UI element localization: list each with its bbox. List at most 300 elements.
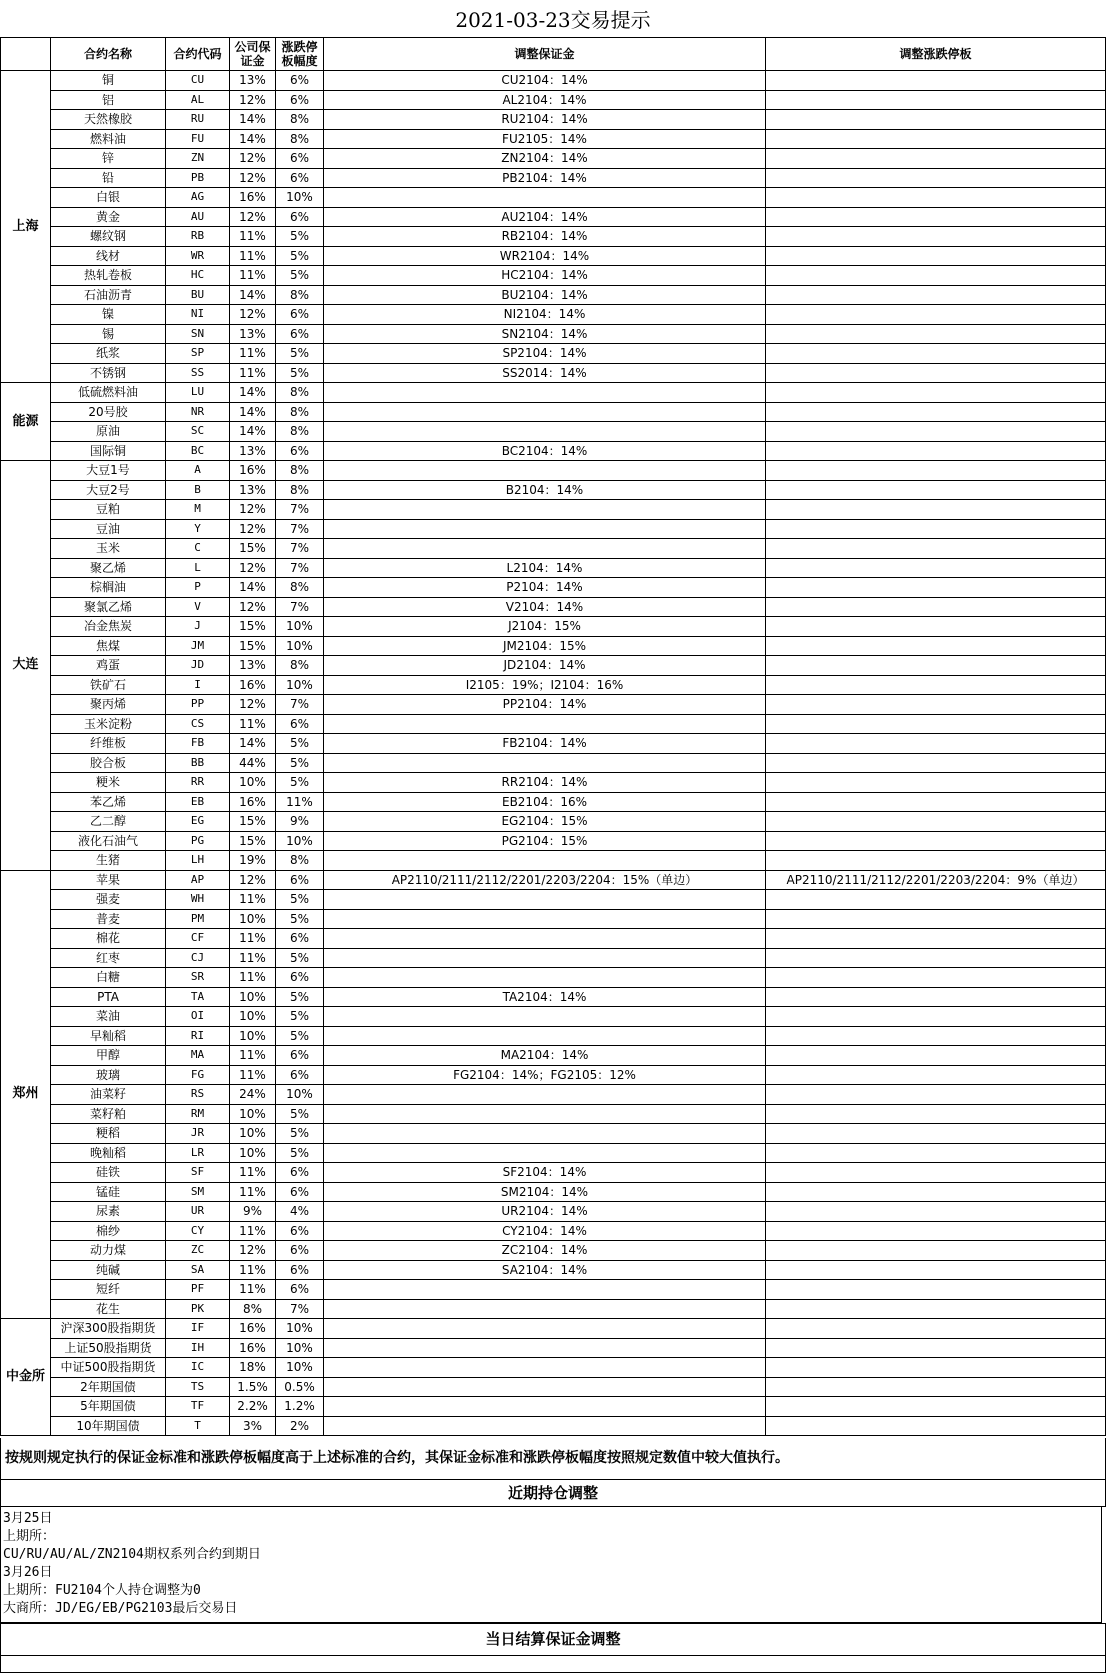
adj_limit-cell: [766, 383, 1106, 403]
margin-cell: 12%: [230, 695, 276, 715]
adj_margin-cell: [324, 1280, 766, 1300]
name-cell: 普麦: [51, 909, 166, 929]
name-cell: 纸浆: [51, 344, 166, 364]
position-line: 上期所：: [3, 1529, 56, 1544]
name-cell: 低硫燃料油: [51, 383, 166, 403]
adj_margin-cell: SM2104：14%: [324, 1182, 766, 1202]
margin-cell: 13%: [230, 71, 276, 91]
adj_limit-cell: [766, 1397, 1106, 1417]
name-cell: 棕榈油: [51, 578, 166, 598]
adj_margin-cell: [324, 1377, 766, 1397]
adj_limit-cell: [766, 1358, 1106, 1378]
adj_limit-cell: [766, 597, 1106, 617]
name-cell: PTA: [51, 987, 166, 1007]
adj_margin-cell: FG2104：14%；FG2105：12%: [324, 1065, 766, 1085]
exchange-cell: 上海: [1, 71, 51, 383]
margin-cell: 10%: [230, 1026, 276, 1046]
limit-cell: 5%: [276, 227, 324, 247]
position-line: 3月26日: [3, 1565, 53, 1580]
name-cell: 棉纱: [51, 1221, 166, 1241]
code-cell: NI: [166, 305, 230, 325]
name-cell: 纯碱: [51, 1260, 166, 1280]
header-exchange: [1, 38, 51, 71]
name-cell: 焦煤: [51, 636, 166, 656]
header-row: [1, 38, 1106, 71]
margin-cell: 12%: [230, 207, 276, 227]
margin-cell: 14%: [230, 422, 276, 442]
adj_margin-cell: AU2104：14%: [324, 207, 766, 227]
margin-cell: 11%: [230, 227, 276, 247]
name-cell: 玻璃: [51, 1065, 166, 1085]
name-cell: 锰硅: [51, 1182, 166, 1202]
table-row: [1, 519, 1106, 539]
limit-cell: 8%: [276, 656, 324, 676]
table-row: [1, 695, 1106, 715]
table-row: [1, 987, 1106, 1007]
code-cell: CF: [166, 929, 230, 949]
limit-cell: 7%: [276, 519, 324, 539]
name-cell: 动力煤: [51, 1241, 166, 1261]
header-name: 合约名称: [51, 38, 166, 71]
limit-cell: 6%: [276, 90, 324, 110]
adj_margin-cell: FU2105：14%: [324, 129, 766, 149]
table-row: [1, 402, 1106, 422]
margin-cell: 15%: [230, 539, 276, 559]
name-cell: 油菜籽: [51, 1085, 166, 1105]
code-cell: RM: [166, 1104, 230, 1124]
adj_margin-cell: [324, 519, 766, 539]
margin-cell: 12%: [230, 870, 276, 890]
margin-cell: 19%: [230, 851, 276, 871]
code-cell: TF: [166, 1397, 230, 1417]
code-cell: B: [166, 480, 230, 500]
adj_margin-cell: TA2104：14%: [324, 987, 766, 1007]
position-line: 上期所：FU2104个人持仓调整为0: [3, 1583, 201, 1598]
name-cell: 锡: [51, 324, 166, 344]
table-row: [1, 773, 1106, 793]
adj_limit-cell: [766, 422, 1106, 442]
limit-cell: 5%: [276, 344, 324, 364]
adj_limit-cell: [766, 578, 1106, 598]
adj_margin-cell: [324, 500, 766, 520]
adj_margin-cell: SS2014：14%: [324, 363, 766, 383]
margin-cell: 11%: [230, 1065, 276, 1085]
adj_margin-cell: PP2104：14%: [324, 695, 766, 715]
code-cell: SM: [166, 1182, 230, 1202]
code-cell: EG: [166, 812, 230, 832]
adj_limit-cell: [766, 519, 1106, 539]
code-cell: PB: [166, 168, 230, 188]
name-cell: 中证500股指期货: [51, 1358, 166, 1378]
table-row: [1, 1377, 1106, 1397]
name-cell: 液化石油气: [51, 831, 166, 851]
adj_limit-cell: [766, 1221, 1106, 1241]
limit-cell: 5%: [276, 363, 324, 383]
limit-cell: 7%: [276, 695, 324, 715]
code-cell: AP: [166, 870, 230, 890]
code-cell: CY: [166, 1221, 230, 1241]
margin-cell: 10%: [230, 1104, 276, 1124]
adj_limit-cell: [766, 1104, 1106, 1124]
margin-cell: 14%: [230, 383, 276, 403]
name-cell: 铝: [51, 90, 166, 110]
adj_limit-cell: [766, 636, 1106, 656]
table-row: [1, 305, 1106, 325]
adj_margin-cell: SP2104：14%: [324, 344, 766, 364]
limit-cell: 8%: [276, 851, 324, 871]
name-cell: 棉花: [51, 929, 166, 949]
name-cell: 10年期国债: [51, 1416, 166, 1436]
code-cell: CU: [166, 71, 230, 91]
limit-cell: 5%: [276, 1143, 324, 1163]
adj_margin-cell: SA2104：14%: [324, 1260, 766, 1280]
code-cell: JR: [166, 1124, 230, 1144]
code-cell: C: [166, 539, 230, 559]
limit-cell: 5%: [276, 734, 324, 754]
limit-cell: 8%: [276, 383, 324, 403]
limit-cell: 10%: [276, 188, 324, 208]
adj_margin-cell: [324, 1143, 766, 1163]
table-row: [1, 1338, 1106, 1358]
margin-cell: 2.2%: [230, 1397, 276, 1417]
name-cell: 大豆1号: [51, 461, 166, 481]
limit-cell: 6%: [276, 305, 324, 325]
table-row: [1, 890, 1106, 910]
adj_margin-cell: CY2104：14%: [324, 1221, 766, 1241]
code-cell: PG: [166, 831, 230, 851]
margin-cell: 14%: [230, 285, 276, 305]
code-cell: EB: [166, 792, 230, 812]
adj_margin-cell: I2105：19%；I2104：16%: [324, 675, 766, 695]
exchange-cell: 中金所: [1, 1319, 51, 1436]
adj_limit-cell: [766, 1085, 1106, 1105]
limit-cell: 6%: [276, 968, 324, 988]
margin-cell: 15%: [230, 812, 276, 832]
adj_limit-cell: [766, 1260, 1106, 1280]
name-cell: 红枣: [51, 948, 166, 968]
limit-cell: 10%: [276, 636, 324, 656]
table-row: [1, 168, 1106, 188]
adj_margin-cell: PB2104：14%: [324, 168, 766, 188]
margin-cell: 13%: [230, 480, 276, 500]
name-cell: 聚乙烯: [51, 558, 166, 578]
code-cell: RI: [166, 1026, 230, 1046]
table-row: [1, 480, 1106, 500]
margin-cell: 11%: [230, 1182, 276, 1202]
name-cell: 原油: [51, 422, 166, 442]
adj_margin-cell: [324, 461, 766, 481]
table-row: [1, 539, 1106, 559]
code-cell: NR: [166, 402, 230, 422]
name-cell: 镍: [51, 305, 166, 325]
adj_limit-cell: [766, 909, 1106, 929]
contract-table: [0, 37, 1106, 1436]
code-cell: CJ: [166, 948, 230, 968]
adj_margin-cell: MA2104：14%: [324, 1046, 766, 1066]
table-row: [1, 1221, 1106, 1241]
margin-cell: 15%: [230, 831, 276, 851]
name-cell: 铁矿石: [51, 675, 166, 695]
adj_margin-cell: J2104：15%: [324, 617, 766, 637]
margin-cell: 11%: [230, 1046, 276, 1066]
margin-cell: 8%: [230, 1299, 276, 1319]
name-cell: 尿素: [51, 1202, 166, 1222]
adj_limit-cell: [766, 90, 1106, 110]
code-cell: PM: [166, 909, 230, 929]
code-cell: FU: [166, 129, 230, 149]
code-cell: SP: [166, 344, 230, 364]
adj_limit-cell: [766, 968, 1106, 988]
table-row: [1, 188, 1106, 208]
adj_margin-cell: [324, 383, 766, 403]
table-row: [1, 1280, 1106, 1300]
name-cell: 锌: [51, 149, 166, 169]
limit-cell: 5%: [276, 266, 324, 286]
code-cell: WR: [166, 246, 230, 266]
adj_limit-cell: [766, 1416, 1106, 1436]
adj_limit-cell: [766, 792, 1106, 812]
adj_limit-cell: [766, 1124, 1106, 1144]
name-cell: 花生: [51, 1299, 166, 1319]
adj_margin-cell: [324, 422, 766, 442]
limit-cell: 0.5%: [276, 1377, 324, 1397]
margin-cell: 13%: [230, 656, 276, 676]
table-row: [1, 714, 1106, 734]
margin-cell: 11%: [230, 968, 276, 988]
code-cell: LR: [166, 1143, 230, 1163]
limit-cell: 5%: [276, 987, 324, 1007]
name-cell: 聚氯乙烯: [51, 597, 166, 617]
table-row: [1, 461, 1106, 481]
limit-cell: 7%: [276, 597, 324, 617]
adj_limit-cell: [766, 617, 1106, 637]
limit-cell: 6%: [276, 1280, 324, 1300]
limit-cell: 7%: [276, 500, 324, 520]
limit-cell: 5%: [276, 753, 324, 773]
margin-cell: 11%: [230, 890, 276, 910]
adj_limit-cell: [766, 227, 1106, 247]
table-row: [1, 1065, 1106, 1085]
adj_margin-cell: AP2110/2111/2112/2201/2203/2204：15%（单边）: [324, 870, 766, 890]
table-row: [1, 422, 1106, 442]
adj_margin-cell: ZC2104：14%: [324, 1241, 766, 1261]
table-row: [1, 1046, 1106, 1066]
limit-cell: 6%: [276, 714, 324, 734]
table-row: [1, 1124, 1106, 1144]
adj_limit-cell: [766, 324, 1106, 344]
name-cell: 国际铜: [51, 441, 166, 461]
margin-cell: 11%: [230, 1260, 276, 1280]
code-cell: M: [166, 500, 230, 520]
table-row: [1, 675, 1106, 695]
code-cell: SN: [166, 324, 230, 344]
limit-cell: 10%: [276, 831, 324, 851]
adj_margin-cell: P2104：14%: [324, 578, 766, 598]
adj_limit-cell: [766, 948, 1106, 968]
adj_margin-cell: JM2104：15%: [324, 636, 766, 656]
name-cell: 铜: [51, 71, 166, 91]
table-row: [1, 597, 1106, 617]
adj_margin-cell: RU2104：14%: [324, 110, 766, 130]
adj_margin-cell: [324, 1319, 766, 1339]
adj_margin-cell: EB2104：16%: [324, 792, 766, 812]
code-cell: AG: [166, 188, 230, 208]
limit-cell: 6%: [276, 168, 324, 188]
adj_margin-cell: [324, 1124, 766, 1144]
adj_margin-cell: [324, 1085, 766, 1105]
adj_margin-cell: NI2104：14%: [324, 305, 766, 325]
header-limit: 涨跌停板幅度: [276, 38, 324, 71]
code-cell: ZN: [166, 149, 230, 169]
code-cell: LH: [166, 851, 230, 871]
adj_limit-cell: [766, 402, 1106, 422]
exchange-cell: 郑州: [1, 870, 51, 1319]
limit-cell: 10%: [276, 617, 324, 637]
margin-cell: 12%: [230, 519, 276, 539]
limit-cell: 8%: [276, 402, 324, 422]
adj_margin-cell: FB2104：14%: [324, 734, 766, 754]
name-cell: 热轧卷板: [51, 266, 166, 286]
adj_limit-cell: [766, 480, 1106, 500]
table-row: [1, 1260, 1106, 1280]
header-adj-limit: 调整涨跌停板: [766, 38, 1106, 71]
table-row: [1, 1163, 1106, 1183]
name-cell: 晚籼稻: [51, 1143, 166, 1163]
table-row: [1, 1202, 1106, 1222]
limit-cell: 10%: [276, 1085, 324, 1105]
code-cell: BB: [166, 753, 230, 773]
margin-cell: 12%: [230, 500, 276, 520]
code-cell: AL: [166, 90, 230, 110]
table-row: [1, 753, 1106, 773]
code-cell: BC: [166, 441, 230, 461]
name-cell: 沪深300股指期货: [51, 1319, 166, 1339]
limit-cell: 10%: [276, 675, 324, 695]
name-cell: 胶合板: [51, 753, 166, 773]
table-row: [1, 831, 1106, 851]
table-row: [1, 1397, 1106, 1417]
table-row: [1, 441, 1106, 461]
margin-cell: 10%: [230, 1143, 276, 1163]
table-row: [1, 1299, 1106, 1319]
table-row: [1, 1085, 1106, 1105]
table-row: [1, 1143, 1106, 1163]
adj_limit-cell: [766, 441, 1106, 461]
code-cell: IC: [166, 1358, 230, 1378]
name-cell: 不锈钢: [51, 363, 166, 383]
name-cell: 纤维板: [51, 734, 166, 754]
name-cell: 粳米: [51, 773, 166, 793]
table-row: [1, 968, 1106, 988]
adj_margin-cell: [324, 1416, 766, 1436]
adj_margin-cell: [324, 1338, 766, 1358]
table-row: [1, 227, 1106, 247]
limit-cell: 6%: [276, 324, 324, 344]
limit-cell: 6%: [276, 1241, 324, 1261]
limit-cell: 5%: [276, 890, 324, 910]
margin-cell: 13%: [230, 441, 276, 461]
adj_limit-cell: [766, 129, 1106, 149]
adj_limit-cell: [766, 890, 1106, 910]
margin-cell: 11%: [230, 1221, 276, 1241]
margin-cell: 12%: [230, 168, 276, 188]
margin-cell: 13%: [230, 324, 276, 344]
name-cell: 菜籽粕: [51, 1104, 166, 1124]
table-row: [1, 812, 1106, 832]
adj_margin-cell: SF2104：14%: [324, 1163, 766, 1183]
code-cell: T: [166, 1416, 230, 1436]
limit-cell: 5%: [276, 1026, 324, 1046]
code-cell: P: [166, 578, 230, 598]
code-cell: FG: [166, 1065, 230, 1085]
exchange-cell: 能源: [1, 383, 51, 461]
margin-cell: 11%: [230, 948, 276, 968]
adj_limit-cell: [766, 851, 1106, 871]
code-cell: JD: [166, 656, 230, 676]
margin-cell: 15%: [230, 617, 276, 637]
code-cell: IH: [166, 1338, 230, 1358]
table-row: [1, 1026, 1106, 1046]
margin-cell: 15%: [230, 636, 276, 656]
margin-cell: 12%: [230, 305, 276, 325]
margin-cell: 16%: [230, 1338, 276, 1358]
adj_margin-cell: [324, 1026, 766, 1046]
adj_limit-cell: [766, 207, 1106, 227]
position-line: 3月25日: [3, 1511, 53, 1526]
margin-cell: 9%: [230, 1202, 276, 1222]
adj_limit-cell: [766, 1026, 1106, 1046]
rule-note: 按规则规定执行的保证金标准和涨跌停板幅度高于上述标准的合约，其保证金标准和涨跌停板幅度按照规定数值中较大值执行。: [0, 1438, 1106, 1480]
margin-cell: 11%: [230, 363, 276, 383]
adj_margin-cell: ZN2104：14%: [324, 149, 766, 169]
name-cell: 聚丙烯: [51, 695, 166, 715]
margin-cell: 12%: [230, 149, 276, 169]
code-cell: SS: [166, 363, 230, 383]
margin-cell: 3%: [230, 1416, 276, 1436]
limit-cell: 7%: [276, 539, 324, 559]
name-cell: 2年期国债: [51, 1377, 166, 1397]
limit-cell: 11%: [276, 792, 324, 812]
code-cell: ZC: [166, 1241, 230, 1261]
name-cell: 豆粕: [51, 500, 166, 520]
margin-cell: 10%: [230, 773, 276, 793]
table-row: [1, 71, 1106, 91]
limit-cell: 5%: [276, 948, 324, 968]
limit-cell: 6%: [276, 1260, 324, 1280]
table-row: [1, 383, 1106, 403]
margin-cell: 12%: [230, 90, 276, 110]
limit-cell: 8%: [276, 285, 324, 305]
code-cell: TA: [166, 987, 230, 1007]
name-cell: 燃料油: [51, 129, 166, 149]
margin-cell: 10%: [230, 1124, 276, 1144]
margin-cell: 11%: [230, 246, 276, 266]
position-line: 大商所：JD/EG/EB/PG2103最后交易日: [3, 1601, 238, 1616]
adj_limit-cell: [766, 305, 1106, 325]
exchange-cell: 大连: [1, 461, 51, 871]
table-row: [1, 1319, 1106, 1339]
adj_limit-cell: [766, 1065, 1106, 1085]
limit-cell: 5%: [276, 909, 324, 929]
name-cell: 玉米淀粉: [51, 714, 166, 734]
code-cell: L: [166, 558, 230, 578]
adj_margin-cell: [324, 1104, 766, 1124]
table-row: [1, 207, 1106, 227]
name-cell: 石油沥青: [51, 285, 166, 305]
adj_limit-cell: [766, 1143, 1106, 1163]
adj_limit-cell: [766, 656, 1106, 676]
adj_limit-cell: [766, 246, 1106, 266]
